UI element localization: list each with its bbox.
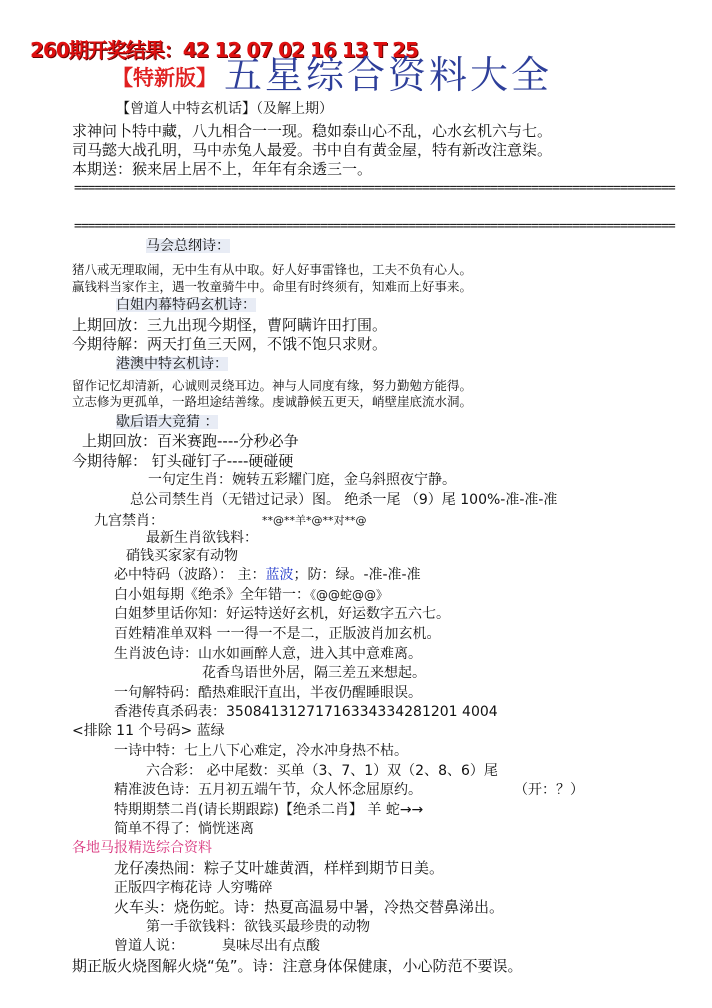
- text-line: 留作记忆却清新，心诚则灵绕耳边。神与人同度有缘，努力勤勉方能得。: [72, 378, 473, 393]
- lottery-result: 260期开奖结果：42 12 07 02 16 13 T 25: [30, 38, 418, 62]
- text-line: <排除 11 个号码> 蓝绿: [72, 723, 225, 739]
- text-line: 赢钱料当家作主，遇一牧童骑牛中。命里有时终须有，知难而上好事来。: [72, 279, 473, 294]
- text-line: [114, 568, 421, 582]
- text-line: 简单不得了：惝恍迷离: [114, 821, 254, 837]
- text-line: 六合彩： 必中尾数：买单（3、7、1）双（2、8、6）尾: [146, 763, 498, 779]
- text-line: 求神问卜特中藏，八九相合一一现。稳如泰山心不乱，心水玄机六与七。: [72, 122, 553, 140]
- text-line: [114, 588, 388, 602]
- edition-label: 【特新版】: [112, 66, 217, 90]
- text-line: 总公司禁生肖（无错过记录）图。 绝杀一尾 （9）尾 100%-准-准-准: [130, 492, 558, 508]
- text-line: 百姓精准单双料 一一得一不是二，正版波肖加玄机。: [114, 626, 441, 642]
- section-heading-yuqian: 最新生肖欲钱料：: [146, 530, 258, 546]
- text-line-value: 臭味尽出有点酸: [222, 938, 320, 954]
- text-line-label: 曾道人说：: [114, 938, 184, 954]
- text-segment: 必中特码（波路）： 主：: [114, 567, 266, 583]
- section-heading-zengdaoren: 【曾道人中特玄机话】（及解上期）: [116, 101, 333, 117]
- text-line: 龙仔凑热闹：粽子艾叶雄黄酒，样样到期节日美。: [114, 859, 445, 877]
- text-line: 今期待解：两天打鱼三天网，不饿不饱只求财。: [72, 335, 388, 353]
- text-line: 上期回放：三九出现今期怪，曹阿瞒许田打围。: [72, 316, 388, 334]
- text-line: 精准波色诗：五月初五端午节，众人怀念屈原约。: [114, 782, 422, 798]
- text-segment: 白小姐每期《绝杀》全年错一：: [114, 587, 310, 603]
- separator-line: ========================================================================================: [74, 181, 675, 196]
- text-line: 硝钱买家家有动物: [126, 548, 238, 564]
- section-heading-mahui: 马会总纲诗：: [146, 238, 230, 254]
- text-line: 今期待解： 钉头碰钉子----硬碰硬: [72, 452, 294, 470]
- section-heading-xiehouyu: 歇后语大竞猜 ：: [116, 414, 219, 430]
- text-line-label: 九宫禁肖：: [94, 513, 164, 529]
- text-line: 正版四字梅花诗 人穷嘴碎: [114, 880, 273, 896]
- text-segment: ；防：绿。-准-准-准: [293, 567, 421, 583]
- text-line: 一句解特码：酷热难眠汗直出，半夜仍醒睡眼误。: [114, 685, 422, 701]
- text-segment: 《@@蛇@@》: [310, 588, 389, 602]
- text-line: 一句定生肖：婉转五彩耀门庭，金乌斜照夜宁静。: [148, 472, 456, 488]
- text-segment-blue: 蓝波: [265, 567, 294, 583]
- text-line: 立志修为更孤单，一路坦途结善缘。虔诚静候五更天，峭壁崖底流水洞。: [72, 394, 473, 409]
- text-line: 花香鸟语世外居，隔三差五来想起。: [202, 665, 426, 681]
- text-line-value: **@**羊*@**对**@: [262, 514, 367, 527]
- text-line: 一诗中特：七上八下心难定，冷水冲身热不枯。: [114, 743, 408, 759]
- text-line: 上期回放：百米赛跑----分秒必争: [82, 432, 299, 450]
- section-heading-madi: 各地马报精选综合资料: [72, 840, 212, 856]
- text-line: 司马懿大战孔明，马中赤兔人最爱。书中自有黄金屋，特有新改注意柒。: [72, 141, 553, 159]
- text-line: 火车头：烧伤蛇。诗：热夏高温易中暑，冷热交替鼻涕出。: [114, 898, 505, 916]
- section-heading-baijie: 白姐内幕特码玄机诗：: [116, 297, 256, 313]
- page-title: 五星综合资料大全: [224, 53, 553, 97]
- text-line: （开：？）: [514, 782, 584, 798]
- text-line: 第一手欲钱料：欲钱买最珍贵的动物: [146, 919, 370, 935]
- text-line: 特期期禁二肖(请长期跟踪)【绝杀二肖】 羊 蛇→→: [114, 802, 424, 818]
- separator-line: ========================================================================================: [74, 219, 675, 234]
- text-line: 香港传真杀码表：35084131271716334334281201 4004: [114, 704, 498, 720]
- text-line: 白姐梦里话你知：好运特送好玄机，好运数字五六七。: [114, 606, 450, 622]
- text-line: 期正版火烧图解火烧“兔”。诗：注意身体保健康，小心防范不要误。: [72, 957, 523, 975]
- text-line: 生肖波色诗：山水如画醉人意，进入其中意难离。: [114, 646, 422, 662]
- text-line: 本期送：猴来居上居不上，年年有余透三一。: [72, 160, 373, 178]
- text-line: 猪八戒无理取闹，无中生有从中取。好人好事雷锋也，工夫不负有心人。: [72, 262, 473, 277]
- section-heading-gangao: 港澳中特玄机诗：: [116, 356, 228, 372]
